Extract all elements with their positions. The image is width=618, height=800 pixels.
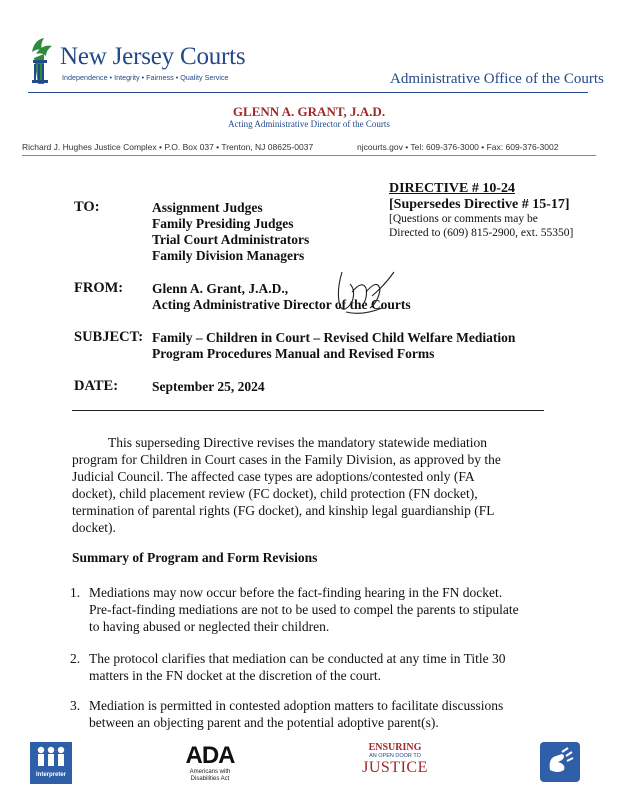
intro-line: docket). bbox=[72, 520, 116, 535]
list-item-line: Mediation is permitted in contested adoption matters to facilitate discussions bbox=[89, 698, 504, 713]
date-value: September 25, 2024 bbox=[152, 379, 265, 394]
ada-wordmark: ADA bbox=[185, 742, 235, 769]
recipient: Family Division Managers bbox=[152, 248, 305, 263]
list-item-line: matters in the FN docket at the discretion of the court. bbox=[89, 668, 382, 683]
sign-language-logo bbox=[540, 742, 580, 782]
sign-language-hands-icon bbox=[540, 742, 580, 782]
recipient: Trial Court Administrators bbox=[152, 232, 310, 247]
justice-logo-line: ENSURING bbox=[368, 742, 422, 753]
header-divider bbox=[28, 92, 588, 93]
director-title: Acting Administrative Director of the Courts bbox=[228, 119, 390, 129]
interpreter-logo bbox=[30, 742, 72, 784]
mailing-address: Richard J. Hughes Justice Complex • P.O. Box 037 • Trenton, NJ 08625-0037 bbox=[22, 142, 314, 152]
intro-line: Judicial Council. The affected case types are adoptions/contested only (FA bbox=[72, 469, 475, 484]
list-number: 2. bbox=[70, 651, 81, 666]
ada-subtitle: Disabilities Act bbox=[190, 776, 230, 782]
org-tagline: Independence • Integrity • Fairness • Quality Service bbox=[62, 73, 229, 82]
interpreter-people-icon bbox=[30, 742, 72, 772]
directive-number: DIRECTIVE # 10-24 bbox=[389, 181, 516, 196]
subject-label: SUBJECT: bbox=[74, 329, 144, 345]
summary-heading: Summary of Program and Form Revisions bbox=[72, 550, 318, 565]
questions-note-line: Directed to (609) 815-2900, ext. 55350] bbox=[389, 227, 574, 239]
ada-subtitle: Americans with bbox=[189, 769, 231, 775]
justice-logo-line: AN OPEN DOOR TO bbox=[369, 753, 421, 759]
list-item-line: Mediations may now occur before the fact-finding hearing in the FN docket. bbox=[89, 585, 503, 600]
subject-line: Program Procedures Manual and Revised Forms bbox=[152, 346, 435, 361]
office-name: Administrative Office of the Courts bbox=[390, 71, 604, 87]
list-number: 1. bbox=[70, 585, 81, 600]
intro-line: docket), child placement review (FC docket), child protection (FN docket), bbox=[72, 486, 478, 501]
from-title: Acting Administrative Director of the Courts bbox=[152, 297, 411, 312]
from-name: Glenn A. Grant, J.A.D., bbox=[152, 281, 289, 296]
address-divider bbox=[22, 155, 596, 156]
recipient: Assignment Judges bbox=[152, 200, 263, 215]
questions-note-line: [Questions or comments may be bbox=[389, 213, 538, 225]
open-door-justice-logo bbox=[355, 742, 435, 784]
date-label: DATE: bbox=[74, 378, 119, 394]
contact-info: njcourts.gov • Tel: 609-376-3000 • Fax: 609-376-3002 bbox=[357, 142, 559, 152]
ada-logo bbox=[180, 742, 240, 786]
recipient: Family Presiding Judges bbox=[152, 216, 294, 231]
list-item-line: Pre-fact-finding mediations are not to be used to compel the parents to stipulate bbox=[89, 602, 519, 617]
list-number: 3. bbox=[70, 698, 81, 713]
from-label: FROM: bbox=[74, 280, 124, 296]
subject-line: Family – Children in Court – Revised Child Welfare Mediation bbox=[152, 330, 516, 345]
list-item-line: to having abused or neglected their children. bbox=[89, 619, 330, 634]
list-item-line: The protocol clarifies that mediation can be conducted at any time in Title 30 bbox=[89, 651, 506, 666]
intro-line: program for Children in Court cases in the Family Division, as approved by the bbox=[72, 452, 501, 467]
supersedes-note: [Supersedes Directive # 15-17] bbox=[389, 197, 570, 212]
director-name: GLENN A. GRANT, J.A.D. bbox=[232, 104, 386, 119]
list-item-line: between an objecting parent and the potential adoptive parent(s). bbox=[89, 715, 439, 730]
memo-divider bbox=[72, 410, 544, 411]
org-name: New Jersey Courts bbox=[60, 43, 246, 70]
interpreter-label: Interpreter bbox=[35, 772, 66, 778]
nj-courts-logo-icon bbox=[28, 34, 60, 86]
intro-line: This superseding Directive revises the mandatory statewide mediation bbox=[108, 435, 488, 450]
intro-line: termination of parental rights (FG docket), and kinship legal guardianship (FL bbox=[72, 503, 495, 518]
justice-logo-line: JUSTICE bbox=[362, 759, 428, 776]
to-label: TO: bbox=[74, 199, 100, 215]
signature-image bbox=[322, 262, 402, 322]
